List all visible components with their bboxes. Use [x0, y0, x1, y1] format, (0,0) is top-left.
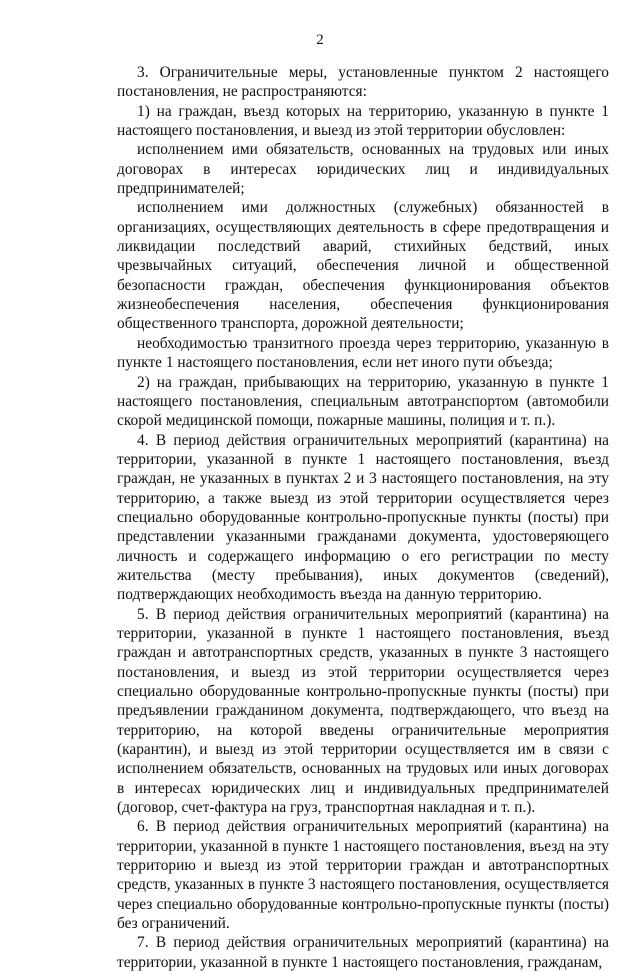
paragraph-3-1-c: необходимостью транзитного проезда через территорию, указанную в пункте 1 настоящего постановления, если нет иного пути объезда;: [117, 334, 609, 372]
paragraph-3-2: 2) на граждан, прибывающих на территорию, указанную в пункте 1 настоящего постановления, специальным автотранспортом (автомобили скорой медицинской помощи, пожарные машины, полиция и т. п.).: [117, 373, 609, 430]
paragraph-3: 3. Ограничительные меры, установленные пунктом 2 настоящего постановления, не распространяются:: [117, 64, 609, 101]
page-number: 2: [316, 32, 324, 48]
paragraph-3-1: 1) на граждан, въезд которых на территорию, указанную в пункте 1 настоящего постановления, и выезд из этой территории обусловлен:: [117, 102, 609, 140]
paragraph-7: 7. В период действия ограничительных мероприятий (карантина) на территории, указанной в пункте 1 настоящего постановления, гражданам,: [117, 934, 609, 971]
paragraph-3-1-a: исполнением ими обязательств, основанных на трудовых или иных договорах в интересах юридических лиц и индивидуальных предпринимателей;: [117, 141, 609, 198]
paragraph-3-1-b: исполнением ими должностных (служебных) обязанностей в организациях, осуществляющих деятельность в сфере предотвращения и ликвидации последствий аварий, стихийных бедствий, иных чрезвычайных ситуаций, обеспечения личной и общественной безопасности граждан, обеспечения функционирования объектов жизнеобеспечения населения, обеспечения функционирования общественного транспорта, дорожной деятельности;: [117, 199, 609, 333]
paragraph-4: 4. В период действия ограничительных мероприятий (карантина) на территории, указанной в пункте 1 настоящего постановления, въезд граждан, не указанных в пунктах 2 и 3 настоящего постановления, на эту территорию, а также выезд из этой территории осуществляется через специально оборудованные контрольно-пропускные пункты (посты) при представлении указанными гражданами документа, удостоверяющего личность и содержащего информацию о его регистрации по месту жительства (месту пребывания), иных документов (сведений), подтверждающих необходимость въезда на данную территорию.: [117, 431, 609, 604]
paragraph-5: 5. В период действия ограничительных мероприятий (карантина) на территории, указанной в пункте 1 настоящего постановления, въезд граждан и автотранспортных средств, указанных в пункте 3 настоящего постановления, и выезд из этой территории осуществляется через специально оборудованные контрольно-пропускные пункты (посты) при предъявлении гражданином документа, подтверждающего, что въезд на территорию, на которой введены ограничительные мероприятия (карантин), и выезд из этой территории осуществляется им в связи с исполнением обязательств, основанных на трудовых или иных договорах в интересах юридических лиц и индивидуальных предпринимателей (договор, счет-фактура на груз, транспортная накладная и т. п.).: [117, 605, 609, 817]
paragraph-6: 6. В период действия ограничительных мероприятий (карантина) на территории, указанной в пункте 1 настоящего постановления, въезд на эту территорию и выезд из этой территории граждан и автотранспортных средств, указанных в пункте 3 настоящего постановления, осуществляется через специально оборудованные контрольно-пропускные пункты (посты) без ограничений.: [117, 818, 609, 933]
document-body: [117, 63, 609, 972]
